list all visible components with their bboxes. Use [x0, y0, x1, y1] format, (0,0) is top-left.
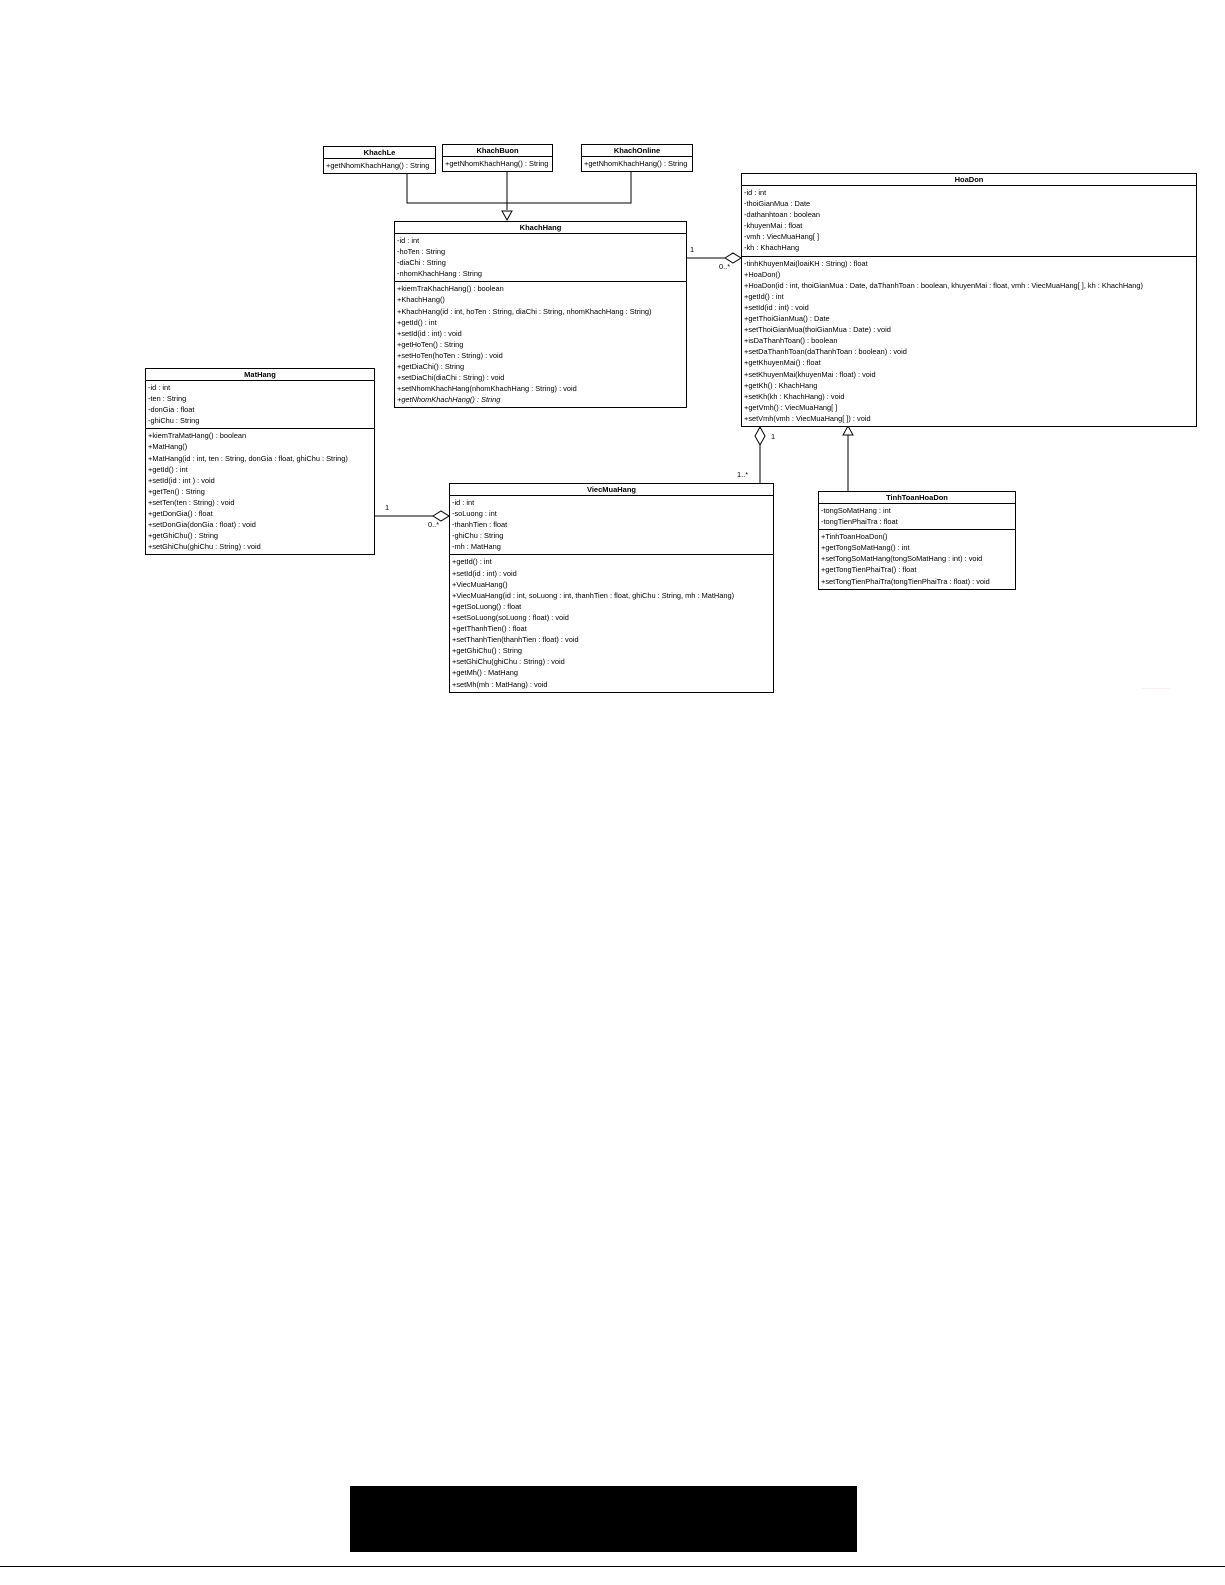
method-row: +setTongTienPhaiTra(tongTienPhaiTra : float) : void: [821, 576, 990, 586]
method-row: +setSoLuong(soLuong : float) : void: [452, 612, 569, 622]
attributes-section: [742, 186, 1196, 256]
method-row: +setId(id : int ) : void: [148, 475, 215, 485]
method-row: +kiemTraMatHang() : boolean: [148, 431, 247, 441]
attribute-row: -id : int: [452, 498, 475, 507]
class-name: TinhToanHoaDon: [819, 492, 1015, 504]
method-row: +KhachHang(): [397, 295, 445, 305]
method-row: +getDiaChi() : String: [397, 362, 465, 372]
method-row: +setKh(kh : KhachHang) : void: [744, 391, 845, 401]
attribute-row: -mh : MatHang: [452, 542, 501, 552]
method-row: +kiemTraKhachHang() : boolean: [397, 284, 504, 294]
attribute-row: -dathanhtoan : boolean: [744, 210, 821, 220]
method-row: +getKh() : KhachHang: [744, 380, 818, 390]
method-row: +getHoTen() : String: [397, 339, 464, 349]
method-row: +getId() : int: [397, 317, 437, 327]
methods-section: [395, 281, 686, 407]
method-row: +getVmh() : ViecMuaHang[ ]: [744, 402, 838, 412]
method-row: +setDaThanhToan(daThanhToan : boolean) : void: [744, 347, 907, 357]
multiplicity-viecmuahang-many: 1..*: [737, 470, 749, 479]
method-row: +setHoTen(hoTen : String) : void: [397, 350, 503, 360]
attribute-row: -thanhTien : float: [452, 520, 508, 530]
class-mathang: [145, 368, 375, 555]
method-row: +isDaThanhToan() : boolean: [744, 336, 838, 346]
multiplicity-khachhang-one: 1: [690, 245, 695, 254]
method-row: +setId(id : int) : void: [452, 568, 517, 578]
method-row: +setNhomKhachHang(nhomKhachHang : String) : void: [397, 384, 577, 394]
attributes-section: [395, 234, 686, 281]
method-row: +setThanhTien(thanhTien : float) : void: [452, 635, 579, 645]
method-row: +setTen(ten : String) : void: [148, 497, 235, 507]
method-row: +getKhuyenMai() : float: [744, 358, 821, 368]
attribute-row: -vmh : ViecMuaHang[ ]: [744, 232, 820, 242]
method-row: +setDiaChi(diaChi : String) : void: [397, 373, 505, 383]
method-row: -tinhKhuyenMai(loaiKH : String) : float: [744, 258, 868, 268]
attribute-row: -tongSoMatHang : int: [821, 506, 891, 515]
class-khachle: [323, 146, 436, 174]
generalization-arrowhead-khachhang: [502, 211, 512, 220]
method-row: +setMh(mh : MatHang) : void: [452, 679, 548, 689]
method-row: +getDonGia() : float: [148, 509, 213, 519]
class-name: KhachLe: [324, 147, 435, 159]
attribute-row: -soLuong : int: [452, 509, 497, 519]
method-row: +getId() : int: [452, 557, 492, 567]
attribute-row: -donGia : float: [148, 405, 195, 415]
method-row: +setTongSoMatHang(tongSoMatHang : int) : void: [821, 554, 983, 564]
method-row: +setId(id : int) : void: [744, 302, 809, 312]
method-row: +getTen() : String: [148, 486, 205, 496]
class-khachhang: [394, 221, 687, 408]
method-row: +getMh() : MatHang: [452, 668, 518, 678]
attributes-section: [450, 496, 773, 554]
method-row: +TinhToanHoaDon(): [821, 532, 888, 542]
methods-section: [146, 428, 374, 554]
method-row: +getSoLuong() : float: [452, 601, 522, 611]
class-name: HoaDon: [742, 174, 1196, 186]
method-row: +getId() : int: [148, 464, 188, 474]
multiplicity-hoadon-many: 0..*: [719, 262, 731, 271]
method-row: +HoaDon(id : int, thoiGianMua : Date, daThanhToan : boolean, khuyenMai : float, vmh : ViecMuaHang[ ], kh : KhachHang): [744, 280, 1143, 290]
class-tinhtoanhoadon: [818, 491, 1016, 590]
method-row: +getGhiChu() : String: [452, 646, 523, 656]
abstract-method-row: +getNhomKhachHang() : String: [397, 395, 501, 405]
class-name: KhachHang: [395, 222, 686, 234]
class-name: KhachBuon: [443, 145, 552, 157]
methods-section: [450, 554, 773, 691]
method-row: +ViecMuaHang(id : int, soLuong : int, thanhTien : float, ghiChu : String, mh : MatHang): [452, 590, 735, 600]
method-row: +setGhiChu(ghiChu : String) : void: [148, 542, 261, 552]
method-row: +getId() : int: [744, 291, 784, 301]
method-row: +setId(id : int) : void: [397, 328, 462, 338]
attribute-row: -ghiChu : String: [452, 531, 504, 541]
methods-section: [582, 157, 692, 171]
method-row: +getGhiChu() : String: [148, 531, 219, 541]
method-row: +MatHang(id : int, ten : String, donGia : float, ghiChu : String): [148, 453, 348, 463]
attribute-row: -id : int: [744, 188, 767, 197]
method-row: +setKhuyenMai(khuyenMai : float) : void: [744, 369, 876, 379]
attribute-row: -thoiGianMua : Date: [744, 199, 811, 209]
attribute-row: -kh : KhachHang: [744, 243, 800, 253]
method-row: +KhachHang(id : int, hoTen : String, diaChi : String, nhomKhachHang : String): [397, 306, 652, 316]
attribute-row: -khuyenMai : float: [744, 221, 803, 231]
method-row: +HoaDon(): [744, 269, 781, 279]
attribute-row: -diaChi : String: [397, 258, 446, 268]
method-row: +getThanhTien() : float: [452, 624, 527, 634]
attribute-row: -id : int: [397, 236, 420, 245]
tool-watermark: ·····························: [1142, 686, 1171, 690]
methods-section: [742, 256, 1196, 426]
method-row: +setThoiGianMua(thoiGianMua : Date) : void: [744, 325, 891, 335]
method-row: +setVmh(vmh : ViecMuaHang[ ]) : void: [744, 413, 871, 423]
redaction-bar: [350, 1486, 857, 1552]
class-khachonline: [581, 144, 693, 172]
class-khachbuon: [442, 144, 553, 172]
method-row: +ViecMuaHang(): [452, 579, 508, 589]
class-name: ViecMuaHang: [450, 484, 773, 496]
aggregation-diamond-hoadon-bottom: [755, 427, 765, 445]
method-row: +MatHang(): [148, 442, 188, 452]
multiplicity-hoadon-one: 1: [771, 432, 776, 441]
method-row: +getTongTienPhaiTra() : float: [821, 565, 917, 575]
method-row: +getThoiGianMua() : Date: [744, 314, 830, 324]
method-row: +getNhomKhachHang() : String: [584, 159, 688, 168]
method-row: +getNhomKhachHang() : String: [326, 161, 430, 170]
attribute-row: -ten : String: [148, 394, 187, 404]
multiplicity-viecmuahang-many-2: 0..*: [428, 520, 440, 529]
methods-section: [819, 529, 1015, 588]
class-name: KhachOnline: [582, 145, 692, 157]
method-row: +setDonGia(donGia : float) : void: [148, 520, 256, 530]
page-bottom-rule: [0, 1566, 1225, 1567]
class-name: MatHang: [146, 369, 374, 381]
method-row: +getTongSoMatHang() : int: [821, 543, 910, 553]
attributes-section: [146, 381, 374, 428]
methods-section: [443, 157, 552, 171]
generalization-khachonline: [507, 172, 631, 203]
attribute-row: -tongTienPhaiTra : float: [821, 517, 898, 527]
method-row: +getNhomKhachHang() : String: [445, 159, 549, 168]
multiplicity-mathang-one: 1: [385, 503, 390, 512]
attributes-section: [819, 504, 1015, 529]
method-row: +setGhiChu(ghiChu : String) : void: [452, 657, 565, 667]
methods-section: [324, 159, 435, 173]
class-viecmuahang: [449, 483, 774, 693]
generalization-arrowhead-hoadon: [843, 426, 853, 435]
generalization-khachle: [407, 173, 507, 203]
attribute-row: -nhomKhachHang : String: [397, 269, 483, 279]
attribute-row: -ghiChu : String: [148, 416, 200, 426]
attribute-row: -hoTen : String: [397, 247, 446, 257]
attribute-row: -id : int: [148, 383, 171, 392]
class-hoadon: [741, 173, 1197, 427]
